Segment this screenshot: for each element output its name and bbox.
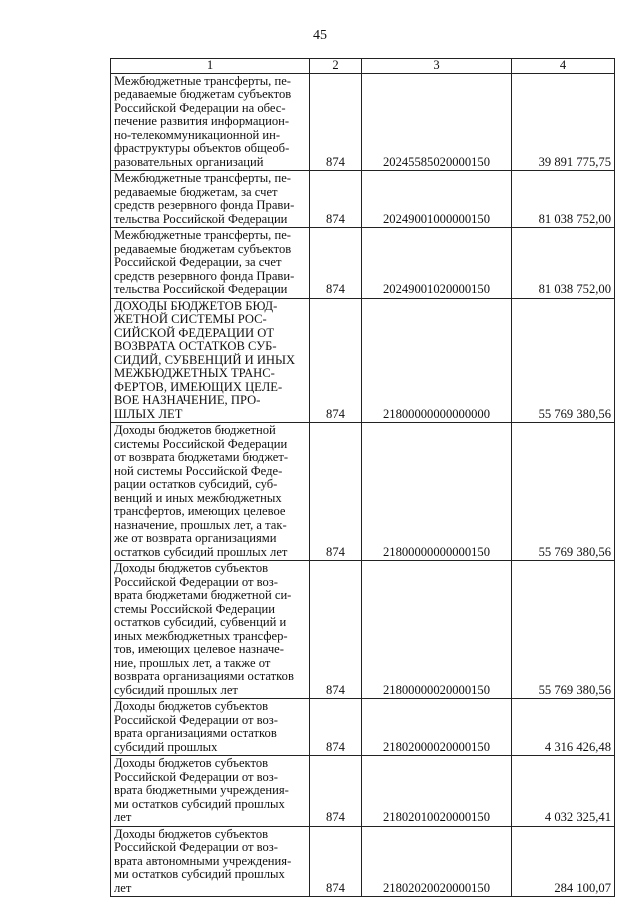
revenue-name-cell: Доходы бюджетов субъектов Российской Федерации от воз- врата автономными учреждения- ми остатков субсидий прошлых лет bbox=[111, 826, 310, 897]
administrator-code-cell: 874 bbox=[310, 699, 362, 756]
administrator-code-cell: 874 bbox=[310, 298, 362, 423]
budget-classification-code-cell: 21802020020000150 bbox=[362, 826, 512, 897]
amount-cell: 4 032 325,41 bbox=[512, 756, 615, 827]
revenue-name-cell: Межбюджетные трансферты, пе- редаваемые бюджетам субъектов Российской Федерации на обес- печение развития информацион- но-телекоммуникационной ин- фраструктуры объектов общеоб- разовательных организаций bbox=[111, 73, 310, 171]
amount-cell: 81 038 752,00 bbox=[512, 171, 615, 228]
budget-classification-code-cell: 20249001020000150 bbox=[362, 228, 512, 299]
table-row bbox=[111, 298, 615, 423]
administrator-code-cell: 874 bbox=[310, 756, 362, 827]
administrator-code-cell: 874 bbox=[310, 826, 362, 897]
revenue-name-cell: Межбюджетные трансферты, пе- редаваемые бюджетам субъектов Российской Федерации, за счет средств резервного фонда Прави- тельства Российской Федерации bbox=[111, 228, 310, 299]
revenue-name-cell: Доходы бюджетов субъектов Российской Федерации от воз- врата бюджетными учреждения- ми остатков субсидий прошлых лет bbox=[111, 756, 310, 827]
amount-cell: 284 100,07 bbox=[512, 826, 615, 897]
budget-classification-code-cell: 20245585020000150 bbox=[362, 73, 512, 171]
budget-revenue-table bbox=[110, 58, 615, 897]
budget-classification-code-cell: 21800000020000150 bbox=[362, 561, 512, 699]
column-header-2: 2 bbox=[310, 59, 362, 74]
table-header-row bbox=[111, 59, 615, 74]
revenue-name-cell: Доходы бюджетов субъектов Российской Федерации от воз- врата организациями остатков субсидий прошлых bbox=[111, 699, 310, 756]
amount-cell: 81 038 752,00 bbox=[512, 228, 615, 299]
budget-classification-code-cell: 21800000000000150 bbox=[362, 423, 512, 561]
column-header-4: 4 bbox=[512, 59, 615, 74]
amount-cell: 55 769 380,56 bbox=[512, 561, 615, 699]
column-header-1: 1 bbox=[111, 59, 310, 74]
revenue-name-cell: ДОХОДЫ БЮДЖЕТОВ БЮД- ЖЕТНОЙ СИСТЕМЫ РОС- СИЙСКОЙ ФЕДЕРАЦИИ ОТ ВОЗВРАТА ОСТАТКОВ СУБ- СИДИЙ, СУБВЕНЦИЙ И ИНЫХ МЕЖБЮДЖЕТНЫХ ТРАНС- ФЕРТОВ, ИМЕЮЩИХ ЦЕЛЕ- ВОЕ НАЗНАЧЕНИЕ, ПРО- ШЛЫХ ЛЕТ bbox=[111, 298, 310, 423]
table-row bbox=[111, 826, 615, 897]
administrator-code-cell: 874 bbox=[310, 171, 362, 228]
budget-classification-code-cell: 21802000020000150 bbox=[362, 699, 512, 756]
budget-classification-code-cell: 21802010020000150 bbox=[362, 756, 512, 827]
administrator-code-cell: 874 bbox=[310, 561, 362, 699]
table-row bbox=[111, 73, 615, 171]
administrator-code-cell: 874 bbox=[310, 73, 362, 171]
amount-cell: 4 316 426,48 bbox=[512, 699, 615, 756]
budget-classification-code-cell: 21800000000000000 bbox=[362, 298, 512, 423]
amount-cell: 55 769 380,56 bbox=[512, 298, 615, 423]
administrator-code-cell: 874 bbox=[310, 228, 362, 299]
budget-classification-code-cell: 20249001000000150 bbox=[362, 171, 512, 228]
column-header-3: 3 bbox=[362, 59, 512, 74]
amount-cell: 39 891 775,75 bbox=[512, 73, 615, 171]
administrator-code-cell: 874 bbox=[310, 423, 362, 561]
table-row bbox=[111, 228, 615, 299]
page-number: 45 bbox=[313, 28, 327, 43]
table-row bbox=[111, 171, 615, 228]
table-row bbox=[111, 561, 615, 699]
amount-cell: 55 769 380,56 bbox=[512, 423, 615, 561]
revenue-name-cell: Доходы бюджетов бюджетной системы Российской Федерации от возврата бюджетами бюджет- ной системы Российской Феде- рации остатков субсидий, суб- венций и иных межбюджетных трансфертов, имеющих целевое назначение, прошлых лет, а так- же от возврата организациями остатков субсидий прошлых лет bbox=[111, 423, 310, 561]
table-row bbox=[111, 699, 615, 756]
table-row bbox=[111, 423, 615, 561]
revenue-name-cell: Межбюджетные трансферты, пе- редаваемые бюджетам, за счет средств резервного фонда Прави- тельства Российской Федерации bbox=[111, 171, 310, 228]
table-row bbox=[111, 756, 615, 827]
table-body bbox=[111, 73, 615, 897]
revenue-name-cell: Доходы бюджетов субъектов Российской Федерации от воз- врата бюджетами бюджетной си- стемы Российской Федерации остатков субсидий, субвенций и иных межбюджетных трансфер- тов, имеющих целевое назначе- ние, прошлых лет, а также от возврата организациями остатков субсидий прошлых лет bbox=[111, 561, 310, 699]
